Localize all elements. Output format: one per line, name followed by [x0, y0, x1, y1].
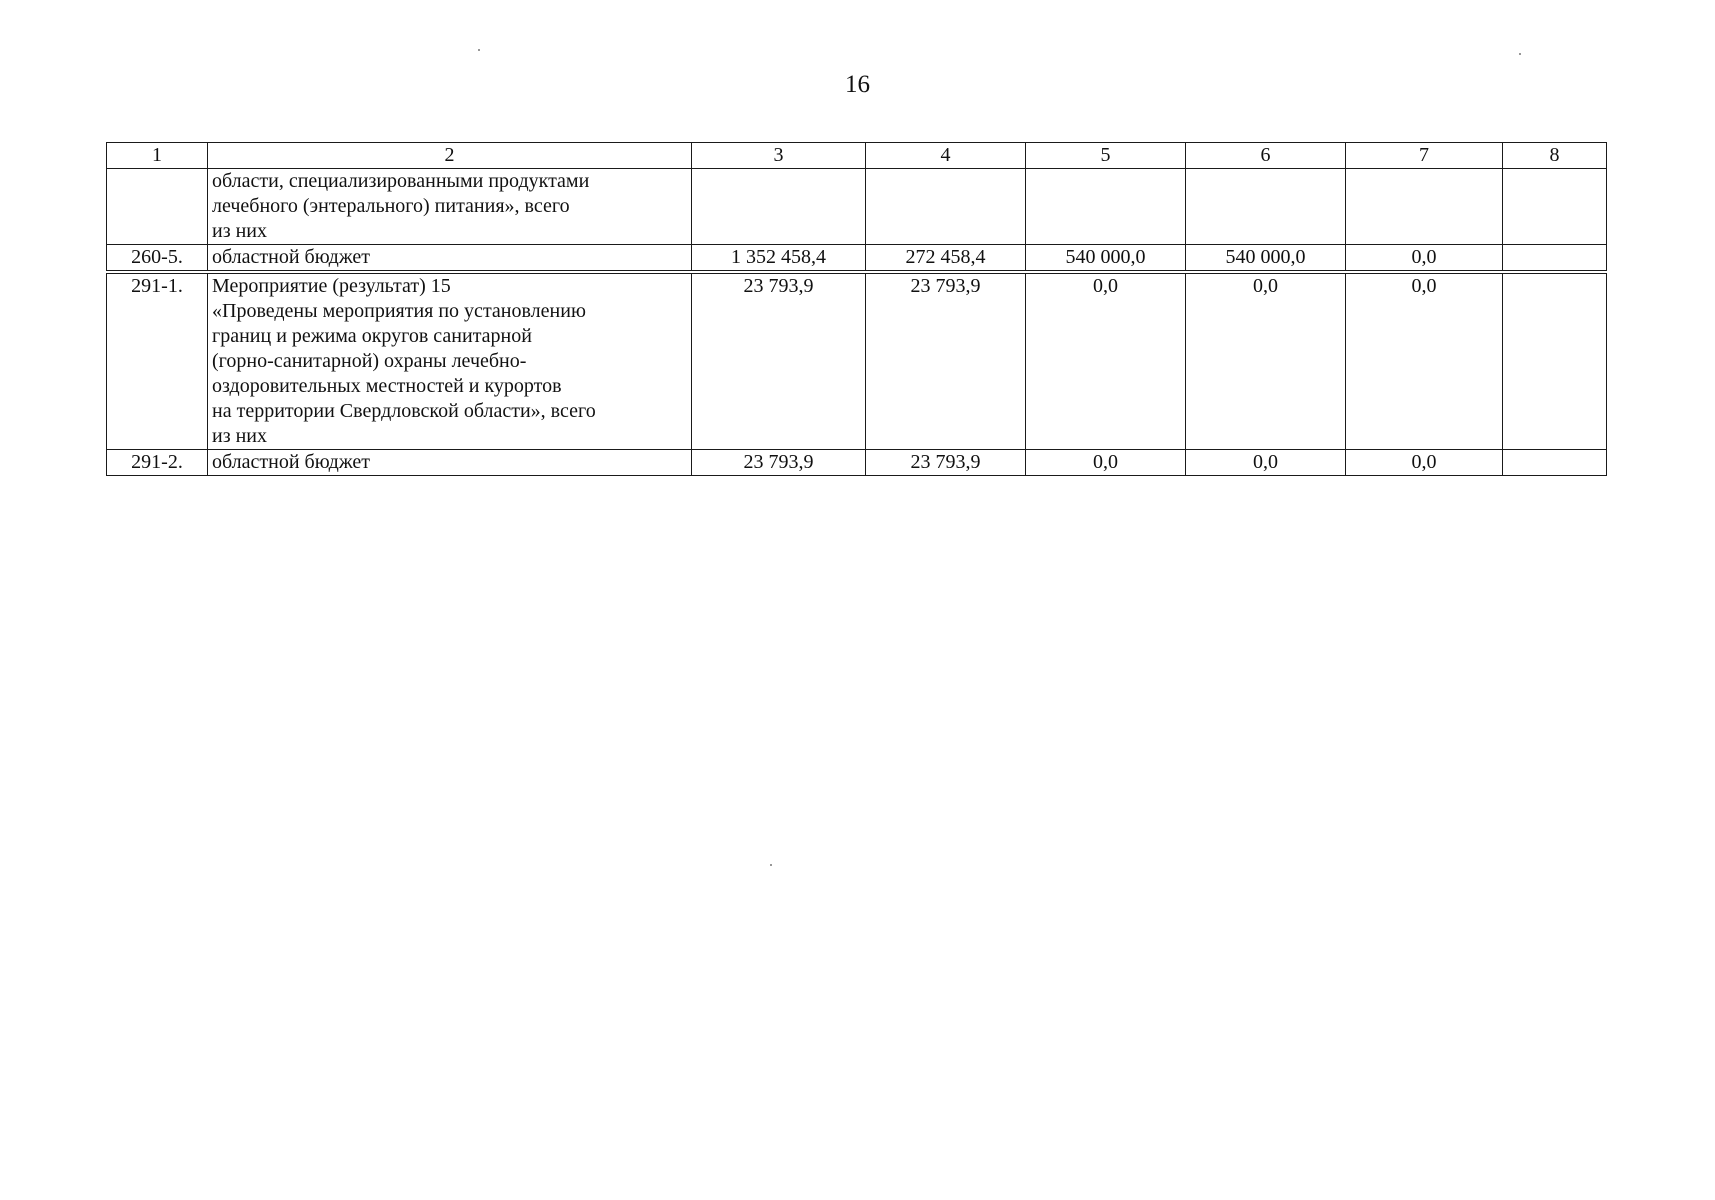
row-number-cell [107, 169, 208, 245]
row-number-cell: 260-5. [107, 245, 208, 273]
table-row [107, 245, 1607, 273]
table-row [107, 169, 1607, 245]
value-cell: 0,0 [1186, 450, 1346, 476]
value-cell [866, 169, 1026, 245]
header-cell: 3 [692, 143, 866, 169]
value-cell: 23 793,9 [866, 450, 1026, 476]
row-description-cell: областной бюджет [208, 245, 692, 273]
header-cell: 6 [1186, 143, 1346, 169]
value-cell: 0,0 [1346, 272, 1503, 450]
value-cell: 1 352 458,4 [692, 245, 866, 273]
header-cell: 1 [107, 143, 208, 169]
row-number-cell: 291-2. [107, 450, 208, 476]
budget-table [106, 142, 1607, 476]
value-cell: 540 000,0 [1026, 245, 1186, 273]
value-cell: 0,0 [1186, 272, 1346, 450]
value-cell [1503, 450, 1607, 476]
value-cell: 0,0 [1026, 272, 1186, 450]
value-cell [1346, 169, 1503, 245]
value-cell: 23 793,9 [866, 272, 1026, 450]
table-row [107, 272, 1607, 450]
value-cell [1186, 169, 1346, 245]
value-cell [692, 169, 866, 245]
scan-speck [770, 864, 772, 866]
row-description-cell: области, специализированными продуктами лечебного (энтерального) питания», всего из них [208, 169, 692, 245]
value-cell: 272 458,4 [866, 245, 1026, 273]
value-cell [1026, 169, 1186, 245]
row-description-cell: областной бюджет [208, 450, 692, 476]
scan-speck [478, 49, 480, 51]
value-cell: 0,0 [1026, 450, 1186, 476]
header-cell: 4 [866, 143, 1026, 169]
table-row [107, 450, 1607, 476]
value-cell: 0,0 [1346, 245, 1503, 273]
page-number: 16 [845, 71, 870, 98]
row-description-cell: Мероприятие (результат) 15 «Проведены мероприятия по установлению границ и режима округов санитарной (горно-санитарной) охраны лечебно- оздоровительных местностей и курортов на территории Свердловской области», всего из них [208, 272, 692, 450]
value-cell [1503, 245, 1607, 273]
value-cell: 23 793,9 [692, 450, 866, 476]
value-cell: 0,0 [1346, 450, 1503, 476]
header-cell: 2 [208, 143, 692, 169]
value-cell: 540 000,0 [1186, 245, 1346, 273]
header-cell: 8 [1503, 143, 1607, 169]
header-cell: 5 [1026, 143, 1186, 169]
header-cell: 7 [1346, 143, 1503, 169]
table-header-row [107, 143, 1607, 169]
value-cell: 23 793,9 [692, 272, 866, 450]
scan-speck [1519, 53, 1521, 55]
value-cell [1503, 272, 1607, 450]
value-cell [1503, 169, 1607, 245]
row-number-cell: 291-1. [107, 272, 208, 450]
